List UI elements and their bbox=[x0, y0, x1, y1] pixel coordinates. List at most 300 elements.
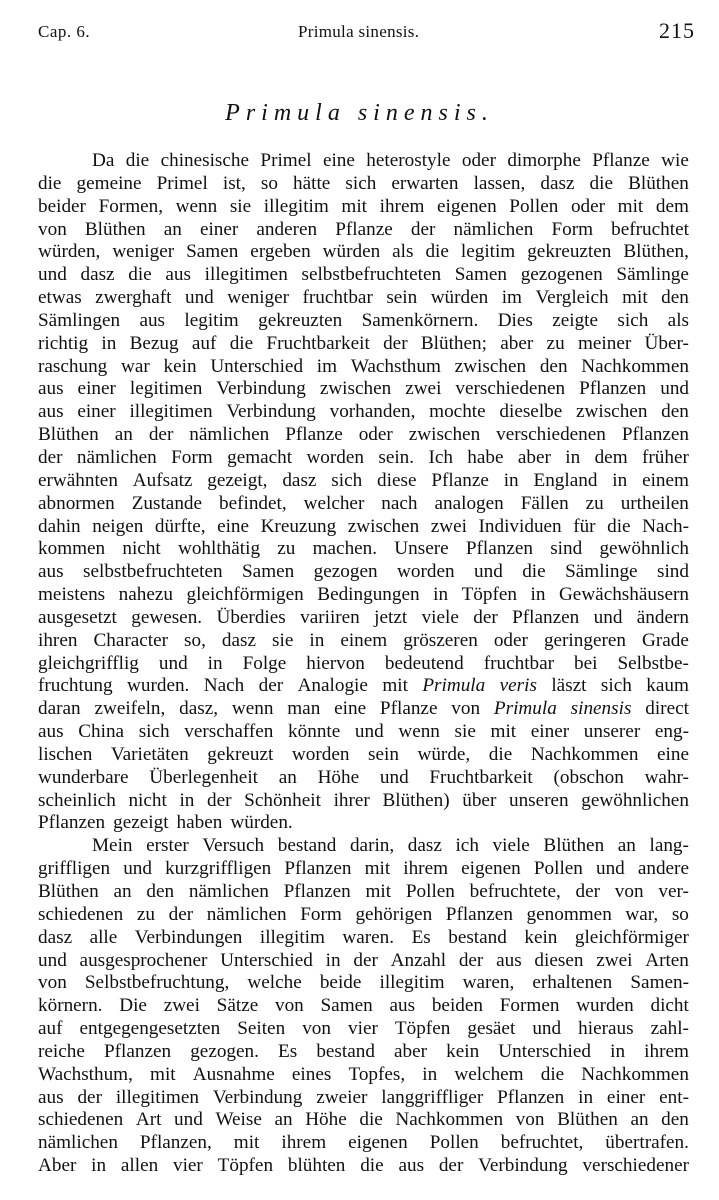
word: zwei bbox=[596, 949, 633, 971]
word: illegitimen bbox=[115, 1086, 199, 1108]
word: dem bbox=[655, 195, 689, 217]
chapter-label: Cap. 6. bbox=[38, 22, 91, 41]
word: Pflanze bbox=[379, 698, 438, 720]
word: analogen bbox=[434, 492, 504, 514]
word: dasz bbox=[282, 469, 317, 491]
word: richtig bbox=[38, 332, 89, 354]
word: den bbox=[539, 355, 568, 377]
word: Fällen bbox=[520, 492, 569, 514]
word: chinesische bbox=[160, 150, 250, 171]
word: Individuen bbox=[478, 515, 562, 537]
word: vier bbox=[348, 1018, 378, 1040]
word: der bbox=[148, 424, 174, 446]
word: dasz bbox=[540, 172, 575, 194]
word: sein bbox=[368, 743, 399, 765]
word: gewöhnlich bbox=[599, 538, 689, 560]
word: Samen bbox=[320, 995, 373, 1017]
word: sich bbox=[617, 309, 649, 331]
word: so bbox=[671, 903, 689, 925]
text-line bbox=[38, 812, 689, 835]
word: und bbox=[38, 949, 67, 971]
word: hiervon bbox=[306, 652, 365, 674]
word: langgriffliger bbox=[381, 1086, 484, 1108]
word: der bbox=[383, 332, 408, 354]
word: und bbox=[184, 287, 214, 309]
word: zwei bbox=[163, 995, 200, 1017]
word: Samenkörnern. bbox=[361, 309, 479, 331]
word: Pflanzen bbox=[621, 424, 689, 446]
word: gezeigt, bbox=[207, 469, 268, 491]
word: Überdies bbox=[216, 606, 286, 628]
word: ihrem bbox=[281, 1132, 327, 1154]
word: ihrem bbox=[379, 195, 425, 217]
word: dimorphe bbox=[507, 150, 581, 171]
word: Topfes, bbox=[348, 1063, 406, 1085]
word: und bbox=[379, 766, 409, 788]
word: Sätze bbox=[216, 995, 259, 1017]
word: in bbox=[530, 584, 546, 606]
word: dasz bbox=[38, 926, 73, 948]
word: und bbox=[660, 378, 689, 400]
text-line bbox=[38, 995, 689, 1018]
word: nämlichen bbox=[189, 424, 270, 446]
word: Blüthen, bbox=[623, 241, 689, 263]
word: Bezug bbox=[129, 332, 179, 354]
text-line bbox=[38, 881, 689, 904]
word: Grade bbox=[642, 629, 689, 651]
word: lassen, bbox=[473, 172, 526, 194]
word: nämlichen bbox=[453, 218, 534, 240]
word: gleichgrifflig bbox=[38, 652, 139, 674]
word: Verbindung bbox=[212, 1086, 303, 1108]
word: scheinlich bbox=[38, 789, 116, 811]
word: zweifeln, bbox=[94, 698, 166, 720]
word: mit bbox=[617, 195, 644, 217]
word: an bbox=[274, 1109, 293, 1131]
word: die bbox=[229, 332, 254, 354]
word: Pollen bbox=[509, 195, 559, 217]
word: von bbox=[38, 972, 67, 994]
word: von bbox=[451, 698, 481, 720]
word: China bbox=[78, 721, 125, 743]
word: waren, bbox=[462, 972, 515, 994]
word: einem bbox=[340, 629, 388, 651]
word: der bbox=[38, 446, 63, 468]
running-title: Primula sinensis. bbox=[298, 22, 420, 41]
word: aus bbox=[38, 401, 64, 423]
word: Blüthen bbox=[557, 1109, 618, 1131]
word: früher bbox=[641, 446, 689, 468]
word: eigenen bbox=[437, 195, 497, 217]
text-line bbox=[38, 950, 689, 973]
word: nämlichen bbox=[38, 1132, 118, 1154]
word: eigenen bbox=[348, 1132, 408, 1154]
word: veris bbox=[499, 675, 537, 697]
text-line bbox=[38, 972, 689, 995]
word: würden bbox=[430, 287, 489, 309]
text-line bbox=[38, 584, 689, 607]
word: Sämlinge bbox=[616, 264, 689, 286]
word: worden bbox=[291, 743, 350, 765]
word: und bbox=[532, 1018, 562, 1040]
word: Ich bbox=[428, 446, 453, 468]
word: bei bbox=[574, 652, 598, 674]
word: Höhe bbox=[305, 1109, 347, 1131]
word: Blüthen bbox=[543, 835, 605, 857]
word: den bbox=[661, 1109, 689, 1131]
word: verschiedener bbox=[582, 1155, 689, 1177]
running-head bbox=[38, 18, 695, 52]
word: sich bbox=[600, 675, 632, 697]
word: und bbox=[474, 561, 503, 583]
word: an bbox=[114, 424, 133, 446]
word: in bbox=[610, 1040, 626, 1062]
word: aber bbox=[500, 332, 534, 354]
word: aus bbox=[38, 1086, 64, 1108]
word: illegitim bbox=[263, 195, 329, 217]
word: gleichförmigen bbox=[186, 584, 304, 606]
text-line bbox=[38, 401, 689, 424]
word: der bbox=[438, 1155, 464, 1177]
word: bestand bbox=[448, 926, 507, 948]
word: mit bbox=[150, 1063, 176, 1085]
word: Verbindung bbox=[226, 401, 316, 423]
word: Pflanze bbox=[335, 218, 393, 240]
word: welche bbox=[247, 972, 302, 994]
word: Vergleich bbox=[535, 287, 609, 309]
page-number: 215 bbox=[659, 18, 695, 43]
word: illegitimen bbox=[129, 401, 213, 423]
word: zu bbox=[546, 332, 565, 354]
word: schiedenen bbox=[38, 903, 124, 925]
word: machen. bbox=[312, 538, 378, 560]
word: habe bbox=[467, 446, 504, 468]
word: Blüthen bbox=[38, 881, 99, 902]
word: Verbindungen bbox=[134, 926, 243, 948]
word: an bbox=[163, 218, 182, 240]
word: Anzahl bbox=[390, 949, 447, 971]
word: Blüthen bbox=[628, 172, 689, 194]
word: man bbox=[287, 698, 321, 720]
word: an bbox=[617, 835, 636, 857]
word: von bbox=[38, 218, 67, 240]
word: gekreuzten bbox=[258, 309, 343, 331]
word: dem bbox=[594, 446, 628, 468]
text-line bbox=[38, 927, 689, 950]
text-line bbox=[38, 333, 689, 356]
text-line bbox=[38, 493, 689, 516]
word: Unsere bbox=[394, 538, 449, 560]
word: viele bbox=[421, 606, 459, 628]
word: einer bbox=[199, 218, 239, 240]
word: in bbox=[91, 1155, 107, 1177]
word: Pflanzen bbox=[103, 1040, 172, 1062]
word: waren. bbox=[342, 926, 395, 948]
text-line bbox=[38, 447, 689, 470]
word: Bedingungen bbox=[317, 584, 420, 606]
word: kaum bbox=[646, 675, 689, 697]
body-text bbox=[38, 150, 689, 1178]
word: Pflanzen bbox=[465, 538, 533, 560]
word: Pflanze bbox=[592, 150, 650, 171]
word: zahl- bbox=[650, 1018, 689, 1040]
word: mit bbox=[365, 881, 392, 902]
word: könnte bbox=[288, 721, 341, 743]
word: Form bbox=[300, 903, 342, 925]
word: ausgesetzt bbox=[38, 606, 117, 628]
word: mit bbox=[490, 721, 517, 743]
word: und bbox=[354, 721, 384, 743]
word: gezogenen bbox=[520, 264, 603, 286]
word: (obschon bbox=[553, 766, 624, 788]
word: im bbox=[501, 287, 522, 309]
word: erwähnten bbox=[38, 469, 118, 491]
word: oder bbox=[493, 629, 528, 651]
word: Über- bbox=[644, 332, 689, 354]
word: verschiedenen bbox=[496, 424, 606, 446]
word: aus bbox=[38, 378, 64, 400]
word: daran bbox=[38, 698, 81, 720]
word: Unterschied bbox=[210, 355, 304, 377]
word: Töpfen bbox=[394, 1018, 451, 1040]
word: Unterschied bbox=[498, 1040, 592, 1062]
word: Höhe bbox=[317, 766, 360, 788]
word: allen bbox=[120, 1155, 159, 1177]
word: ist, bbox=[222, 172, 246, 194]
word: Überlegenheit bbox=[149, 766, 258, 788]
word: schiedenen bbox=[38, 1109, 124, 1131]
word: unseren bbox=[508, 789, 569, 811]
word: Dies bbox=[497, 309, 533, 331]
word: diesen bbox=[534, 949, 584, 971]
word: an bbox=[278, 766, 297, 788]
word: worden bbox=[397, 561, 455, 583]
word: legitimen bbox=[129, 378, 203, 400]
text-line bbox=[38, 173, 689, 196]
word: Töpfen bbox=[217, 1155, 274, 1177]
word: als bbox=[392, 241, 414, 263]
word: Pollen bbox=[533, 858, 583, 880]
text-line bbox=[38, 721, 689, 744]
word: Aber bbox=[38, 1155, 77, 1177]
word: reiche bbox=[38, 1040, 85, 1062]
word: nach bbox=[381, 492, 418, 514]
word: Samen bbox=[242, 561, 295, 583]
word: wohlthätig bbox=[177, 538, 261, 560]
word: Pflanze bbox=[285, 424, 343, 446]
word: mit bbox=[382, 675, 408, 697]
word: urtheilen bbox=[620, 492, 689, 514]
text-line bbox=[38, 630, 689, 653]
word: Fruchtbarkeit bbox=[429, 766, 533, 788]
text-line bbox=[38, 150, 689, 173]
word: wunderbare bbox=[38, 766, 129, 788]
word: gewöhnlichen bbox=[581, 789, 689, 811]
word: gekreuzten bbox=[527, 241, 612, 263]
word: Wachsthum, bbox=[38, 1063, 133, 1085]
word: variiren bbox=[300, 606, 360, 628]
text-line bbox=[38, 356, 689, 379]
paragraph bbox=[38, 150, 689, 835]
word: nämlichen bbox=[188, 881, 269, 902]
word: zwischen bbox=[347, 515, 420, 537]
word: die bbox=[607, 515, 631, 537]
word: Unterschied bbox=[220, 949, 313, 971]
word: Form bbox=[171, 446, 213, 468]
word: die bbox=[38, 172, 62, 194]
word: kein bbox=[524, 926, 558, 948]
word: der bbox=[473, 606, 498, 628]
word: oder bbox=[461, 150, 496, 171]
text-line bbox=[38, 219, 689, 242]
word: abnormen bbox=[38, 492, 115, 514]
word: ihrem bbox=[403, 858, 449, 880]
word: fruchtung bbox=[38, 675, 113, 697]
word: zwischen bbox=[454, 355, 527, 377]
word: Folge bbox=[242, 652, 287, 674]
word: zwischen bbox=[408, 424, 481, 446]
word: würde, bbox=[417, 743, 471, 765]
word: körnern. bbox=[38, 995, 103, 1017]
word: aber bbox=[517, 446, 551, 468]
word: Formen, bbox=[98, 195, 164, 217]
word: Samen bbox=[186, 241, 239, 263]
word: die bbox=[425, 241, 449, 263]
word: Pflanzen bbox=[284, 858, 352, 880]
word: der bbox=[77, 1086, 102, 1108]
word: sind bbox=[550, 538, 583, 560]
word: kommen bbox=[38, 538, 106, 560]
word: einer bbox=[606, 1086, 646, 1108]
word: von bbox=[614, 881, 644, 902]
word: so, bbox=[184, 629, 206, 651]
word: die bbox=[522, 561, 546, 583]
text-line bbox=[38, 561, 689, 584]
word: alle bbox=[89, 926, 118, 948]
word: in bbox=[422, 1063, 438, 1085]
word: wenn bbox=[398, 721, 440, 743]
word: Arten bbox=[645, 949, 689, 971]
word: übertrafen. bbox=[605, 1132, 689, 1154]
word: nämlichen bbox=[206, 903, 287, 925]
word: die bbox=[125, 150, 150, 171]
text-line bbox=[38, 1109, 689, 1132]
word: dasz bbox=[80, 264, 115, 286]
word: neigen bbox=[92, 515, 144, 537]
word: sie bbox=[229, 195, 252, 217]
word: aus bbox=[38, 561, 64, 583]
word: befindet, bbox=[218, 492, 287, 514]
word: erwarten bbox=[391, 172, 459, 194]
word: dasz bbox=[407, 835, 442, 857]
word: die bbox=[360, 1155, 384, 1177]
word: eine bbox=[657, 743, 689, 765]
text-line bbox=[38, 1041, 689, 1064]
word: ausgesprochener bbox=[79, 949, 208, 971]
word: oder bbox=[358, 424, 393, 446]
word: Pollen bbox=[405, 881, 455, 902]
word: und bbox=[158, 652, 188, 674]
word: ver- bbox=[658, 881, 689, 902]
word: Pflanzen bbox=[283, 881, 351, 902]
word: Samen- bbox=[630, 972, 689, 994]
word: gemacht bbox=[227, 446, 293, 468]
word: von bbox=[274, 995, 304, 1017]
text-line bbox=[38, 424, 689, 447]
word: selbstbefruchteten bbox=[301, 264, 442, 286]
word: aus bbox=[139, 309, 166, 331]
word: nicht bbox=[122, 538, 161, 560]
word: Nach bbox=[203, 675, 245, 697]
word: als bbox=[667, 309, 689, 331]
text-line bbox=[38, 1064, 689, 1087]
word: fruchtbar bbox=[302, 287, 373, 309]
word: in bbox=[612, 469, 628, 491]
text-line bbox=[38, 287, 689, 310]
word: war, bbox=[625, 903, 659, 925]
word: viele bbox=[492, 835, 530, 857]
word: Nachkommen bbox=[530, 743, 639, 765]
word: gewesen. bbox=[131, 606, 203, 628]
word: gekreuzt bbox=[207, 743, 274, 765]
word: haben bbox=[176, 812, 223, 834]
word: Selbstbe- bbox=[617, 652, 689, 674]
text-line bbox=[38, 790, 689, 813]
word: legitim bbox=[460, 241, 516, 263]
word: hätte bbox=[293, 172, 331, 194]
word: befruchtet, bbox=[500, 1132, 584, 1154]
word: Pflanzen bbox=[579, 378, 647, 400]
word: gezogen. bbox=[190, 1040, 259, 1062]
word: unserer bbox=[583, 721, 641, 743]
word: Die bbox=[119, 995, 147, 1017]
word: den bbox=[661, 287, 689, 309]
word: auf bbox=[38, 1018, 63, 1040]
word: wahr- bbox=[644, 766, 689, 788]
word: Primula bbox=[422, 675, 486, 697]
word: bestand bbox=[316, 1040, 375, 1062]
text-line bbox=[38, 1132, 689, 1155]
word: Art bbox=[135, 1109, 162, 1131]
word: Es bbox=[411, 926, 431, 948]
word: ergeben bbox=[250, 241, 311, 263]
word: beiden bbox=[431, 995, 483, 1017]
text-line bbox=[38, 538, 689, 561]
word: Da bbox=[92, 150, 115, 171]
word: zwei bbox=[430, 515, 467, 537]
word: wie bbox=[661, 150, 689, 171]
word: Varietäten bbox=[110, 743, 189, 765]
word: in bbox=[325, 949, 341, 971]
word: Gewächshäusern bbox=[558, 584, 689, 606]
word: der bbox=[575, 881, 601, 902]
word: meiner bbox=[577, 332, 632, 354]
word: genommen bbox=[526, 903, 612, 925]
word: und bbox=[174, 1109, 203, 1131]
text-line bbox=[38, 516, 689, 539]
word: direct bbox=[645, 698, 689, 720]
word: andere bbox=[637, 858, 689, 880]
word: Es bbox=[278, 1040, 298, 1062]
text-line bbox=[38, 378, 689, 401]
word: eine bbox=[334, 698, 367, 720]
word: illegitim bbox=[259, 926, 325, 948]
word: sich bbox=[138, 721, 170, 743]
word: eine bbox=[217, 515, 250, 537]
word: ihrer bbox=[333, 789, 370, 811]
word: der bbox=[258, 675, 284, 697]
word: Ausnahme bbox=[192, 1063, 275, 1085]
